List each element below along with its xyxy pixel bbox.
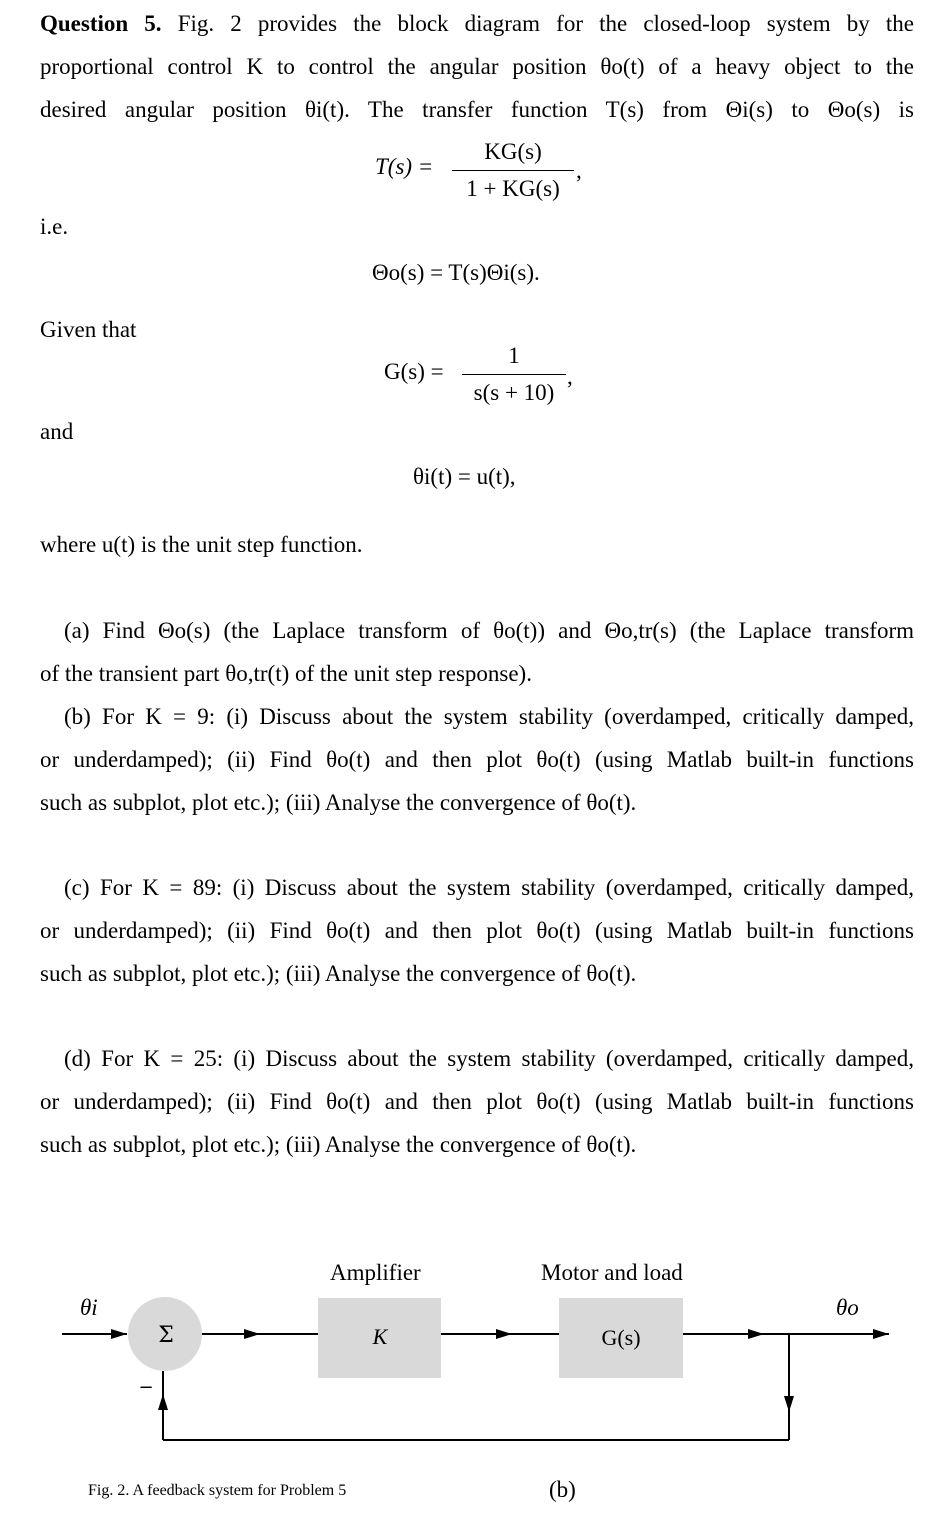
plant-eq-punct: , [567, 364, 573, 389]
plant-eq-lhs: G(s) = [384, 359, 444, 384]
given-label: Given that [40, 317, 137, 342]
part-b-line-3: such as subplot, plot etc.); (iii) Analyse the convergence of θo(t). [40, 790, 637, 815]
block-diagram [0, 1290, 946, 1470]
part-b-line-1: (b) For K = 9: (i) Discuss about the system stability (overdamped, critically damped, [64, 704, 914, 729]
transfer-eq-lhs: T(s) = [375, 154, 434, 179]
part-a-line-2: of the transient part θo,tr(t) of the unit step response). [40, 661, 532, 686]
gain-block-label: K [372, 1324, 388, 1349]
output-relation-eq: Θo(s) = T(s)Θi(s). [372, 260, 540, 285]
transfer-numerator: KG(s) [484, 139, 542, 164]
question-intro-line-1: Question 5. Fig. 2 provides the block diagram for the closed-loop system by the [40, 11, 914, 36]
part-c-line-2: or underdamped); (ii) Find θo(t) and then plot θo(t) (using Matlab built-in functions [40, 918, 914, 943]
part-d-line-3: such as subplot, plot etc.); (iii) Analyse the convergence of θo(t). [40, 1132, 637, 1157]
transfer-eq-punct: , [576, 158, 582, 183]
unit-step-note: where u(t) is the unit step function. [40, 532, 363, 557]
plant-denominator: s(s + 10) [473, 380, 555, 405]
part-c-line-3: such as subplot, plot etc.); (iii) Analyse the convergence of θo(t). [40, 961, 637, 986]
plant-numerator: 1 [508, 343, 520, 368]
transfer-eq-fraction [452, 136, 574, 205]
sum-symbol: Σ [158, 1323, 174, 1348]
minus-sign: − [138, 1377, 154, 1398]
figure-caption: Fig. 2. A feedback system for Problem 5 [88, 1482, 347, 1499]
plant-eq-fraction [462, 340, 566, 409]
question-intro-line-2: proportional control K to control the angular position θo(t) of a heavy object to the [40, 54, 914, 79]
part-d-line-1: (d) For K = 25: (i) Discuss about the system stability (overdamped, critically damped, [64, 1046, 914, 1071]
part-b-line-2: or underdamped); (ii) Find θo(t) and then plot θo(t) (using Matlab built-in functions [40, 747, 914, 772]
amplifier-label: Amplifier [330, 1260, 421, 1285]
and-label: and [40, 419, 74, 444]
transfer-denominator: 1 + KG(s) [466, 176, 560, 201]
question-title: Question 5. [40, 11, 162, 36]
motor-load-label: Motor and load [541, 1260, 683, 1285]
output-theta-label: θo [836, 1295, 859, 1320]
part-c-line-1: (c) For K = 89: (i) Discuss about the system stability (overdamped, critically damped, [64, 875, 914, 900]
panel-label: (b) [549, 1477, 576, 1502]
ie-label: i.e. [40, 214, 69, 239]
part-d-line-2: or underdamped); (ii) Find θo(t) and then plot θo(t) (using Matlab built-in functions [40, 1089, 914, 1114]
question-intro-line-3: desired angular position θi(t). The transfer function T(s) from Θi(s) to Θo(s) is [40, 97, 914, 122]
input-theta-label: θi [80, 1295, 98, 1320]
plant-block-label: G(s) [601, 1325, 641, 1350]
input-eq: θi(t) = u(t), [413, 464, 516, 489]
part-a-line-1: (a) Find Θo(s) (the Laplace transform of θo(t)) and Θo,tr(s) (the Laplace transform [64, 618, 914, 643]
